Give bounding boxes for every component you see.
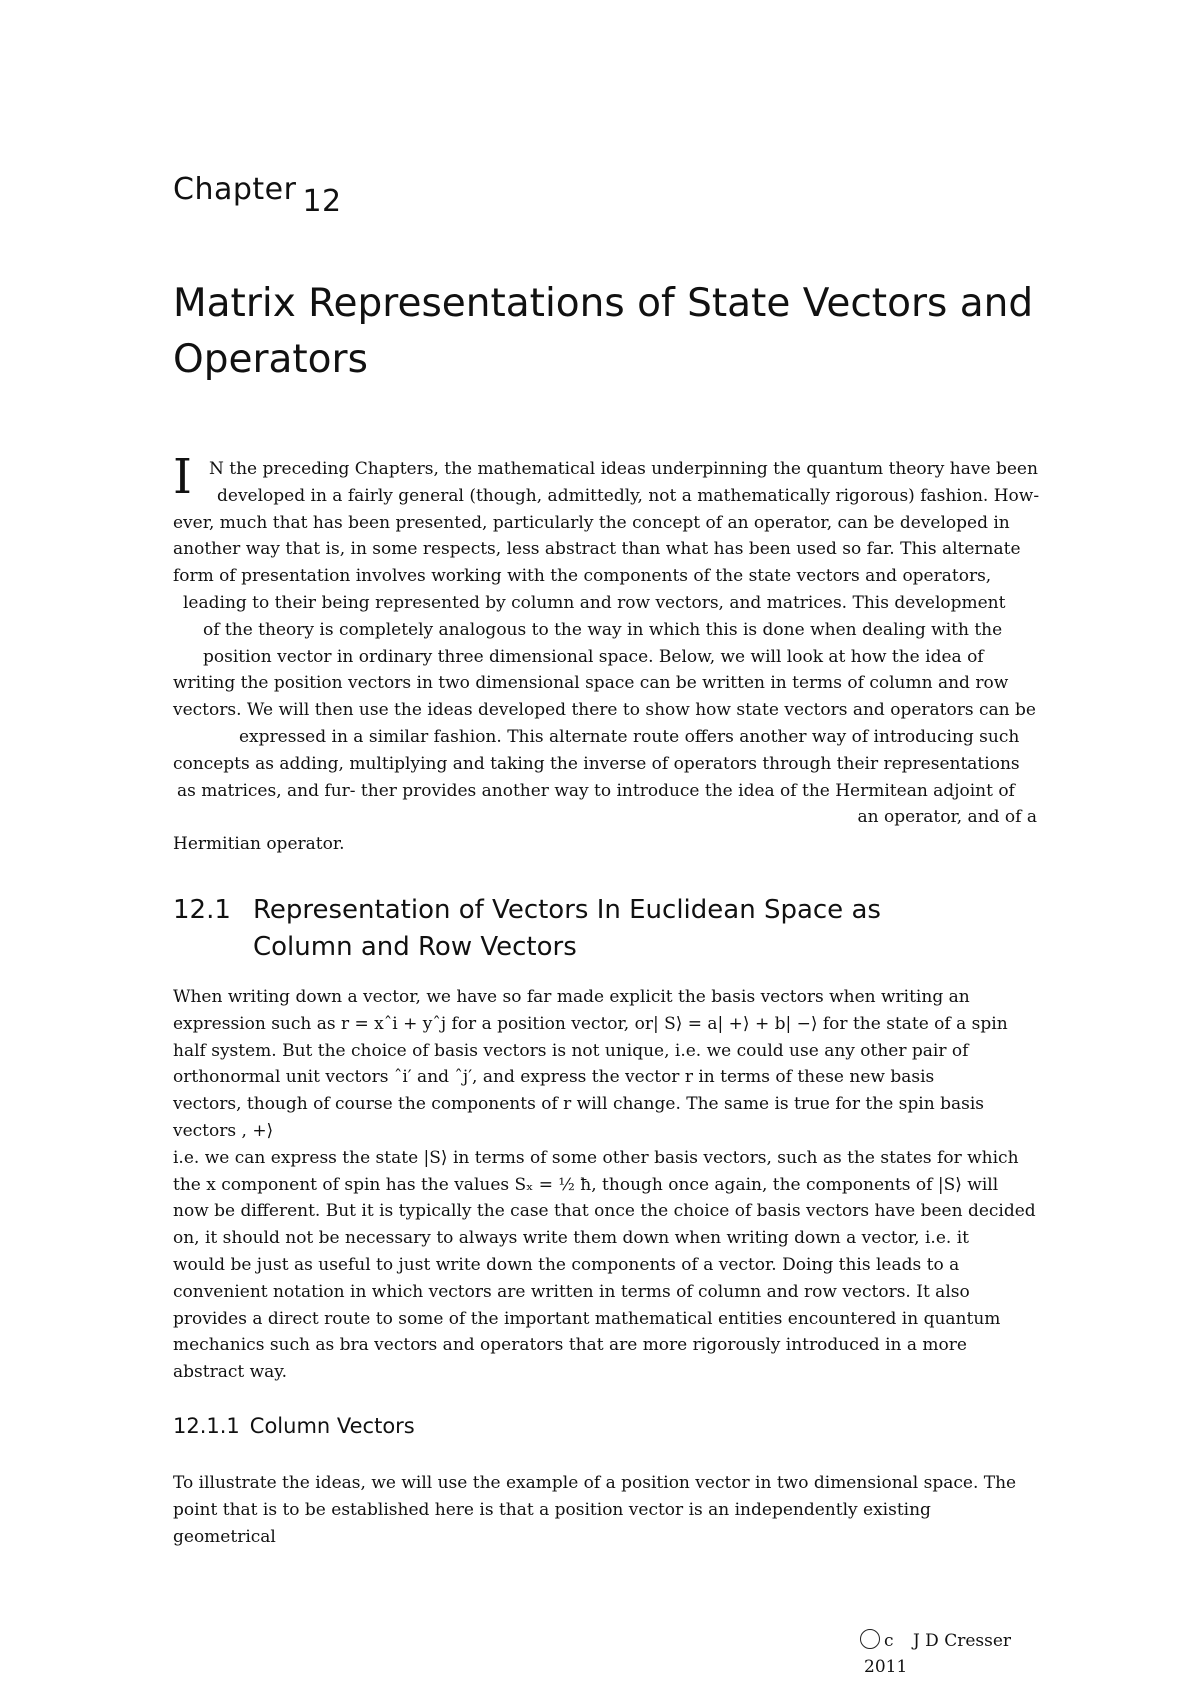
intro-paragraph [173, 456, 1040, 858]
para-line: convenient notation in which vectors are written in terms of column and row vectors. It also [173, 1281, 970, 1302]
para-line: To illustrate the ideas, we will use the example of a position vector in two dimensional space. The [173, 1473, 1017, 1493]
subsection-paragraph [173, 1470, 1037, 1550]
chapter-title: Matrix Representations of State Vectors and Operators [173, 281, 1034, 382]
para-line: When writing down a vector, we have so far made explicit the basis vectors when writing an [173, 987, 970, 1007]
page-footer [860, 1628, 1012, 1677]
section-title-line2: Column and Row Vectors [253, 932, 577, 962]
para-line: point that is to be established here is that a position vector is an independently existing [173, 1499, 931, 1520]
intro-line: as matrices, and fur- ther provides another way to introduce the idea of the Hermitean adjoint of [177, 780, 1015, 801]
intro-line: N the preceding Chapters, the mathematical ideas underpinning the quantum theory have been [209, 459, 1038, 479]
intro-line: form of presentation involves working with the components of the state vectors and operators, [173, 566, 992, 587]
section-title-line1: Representation of Vectors In Euclidean Space as [253, 895, 881, 925]
drop-cap: I [173, 449, 192, 505]
subsection-heading [173, 1414, 415, 1438]
para-line: vectors , +⟩ [173, 1120, 274, 1141]
intro-line: developed in a fairly general (though, admittedly, not a mathematically rigorous) fashion. How- [217, 485, 1040, 506]
section-paragraph [173, 984, 1037, 1386]
chapter-number: 12 [302, 184, 342, 219]
para-line: on, it should not be necessary to always write them down when writing down a vector, i.e. it [173, 1228, 969, 1249]
para-line: provides a direct route to some of the important mathematical entities encountered in quantum [173, 1308, 1001, 1329]
intro-line: vectors. We will then use the ideas developed there to show how state vectors and operators can be [173, 700, 1036, 721]
intro-line: leading to their being represented by column and row vectors, and matrices. This development [183, 592, 1006, 613]
intro-line: position vector in ordinary three dimensional space. Below, we will look at how the idea of [203, 646, 984, 667]
para-line: orthonormal unit vectors ˆi′ and ˆj′, and express the vector r in terms of these new basis [173, 1067, 935, 1088]
para-line: half system. But the choice of basis vectors is not unique, i.e. we could use any other pair of [173, 1040, 969, 1061]
para-line: vectors, though of course the components of r will change. The same is true for the spin basis [173, 1094, 984, 1115]
chapter-label [173, 172, 342, 219]
footer-year: 2011 [864, 1657, 908, 1677]
para-line: mechanics such as bra vectors and operators that are more rigorously introduced in a more [173, 1335, 967, 1356]
subsection-title: Column Vectors [249, 1414, 415, 1438]
intro-line: expressed in a similar fashion. This alternate route offers another way of introducing such [239, 726, 1020, 747]
copyright-icon [860, 1629, 880, 1649]
intro-line: ever, much that has been presented, particularly the concept of an operator, can be developed in [173, 512, 1010, 533]
intro-line: Hermitian operator. [173, 834, 345, 855]
para-line: would be just as useful to just write down the components of a vector. Doing this leads to a [173, 1254, 960, 1275]
para-line: now be different. But it is typically the case that once the choice of basis vectors have been decided [173, 1201, 1036, 1222]
copyright-mark: c [884, 1631, 894, 1651]
section-number: 12.1 [173, 895, 231, 925]
intro-line: an operator, and of a [857, 807, 1037, 828]
intro-line: writing the position vectors in two dimensional space can be written in terms of column and row [173, 673, 1009, 694]
intro-line: another way that is, in some respects, less abstract than what has been used so far. This alternate [173, 539, 1021, 560]
section-heading [173, 892, 881, 966]
para-line: the x component of spin has the values Sₓ = ½ ħ, though once again, the components of |S⟩ will [173, 1174, 999, 1195]
subsection-number: 12.1.1 [173, 1414, 240, 1438]
para-line: expression such as r = xˆi + yˆj for a position vector, or| S⟩ = a| +⟩ + b| −⟩ for the state of a spin [173, 1013, 1008, 1034]
para-line: abstract way. [173, 1362, 288, 1383]
intro-line: of the theory is completely analogous to the way in which this is done when dealing with the [203, 619, 1003, 640]
para-line: i.e. we can express the state |S⟩ in terms of some other basis vectors, such as the states for which [173, 1147, 1019, 1168]
footer-author: J D Cresser [912, 1631, 1012, 1651]
para-line: geometrical [173, 1526, 276, 1547]
chapter-word: Chapter [173, 172, 297, 207]
intro-line: concepts as adding, multiplying and taking the inverse of operators through their representations [173, 753, 1020, 774]
